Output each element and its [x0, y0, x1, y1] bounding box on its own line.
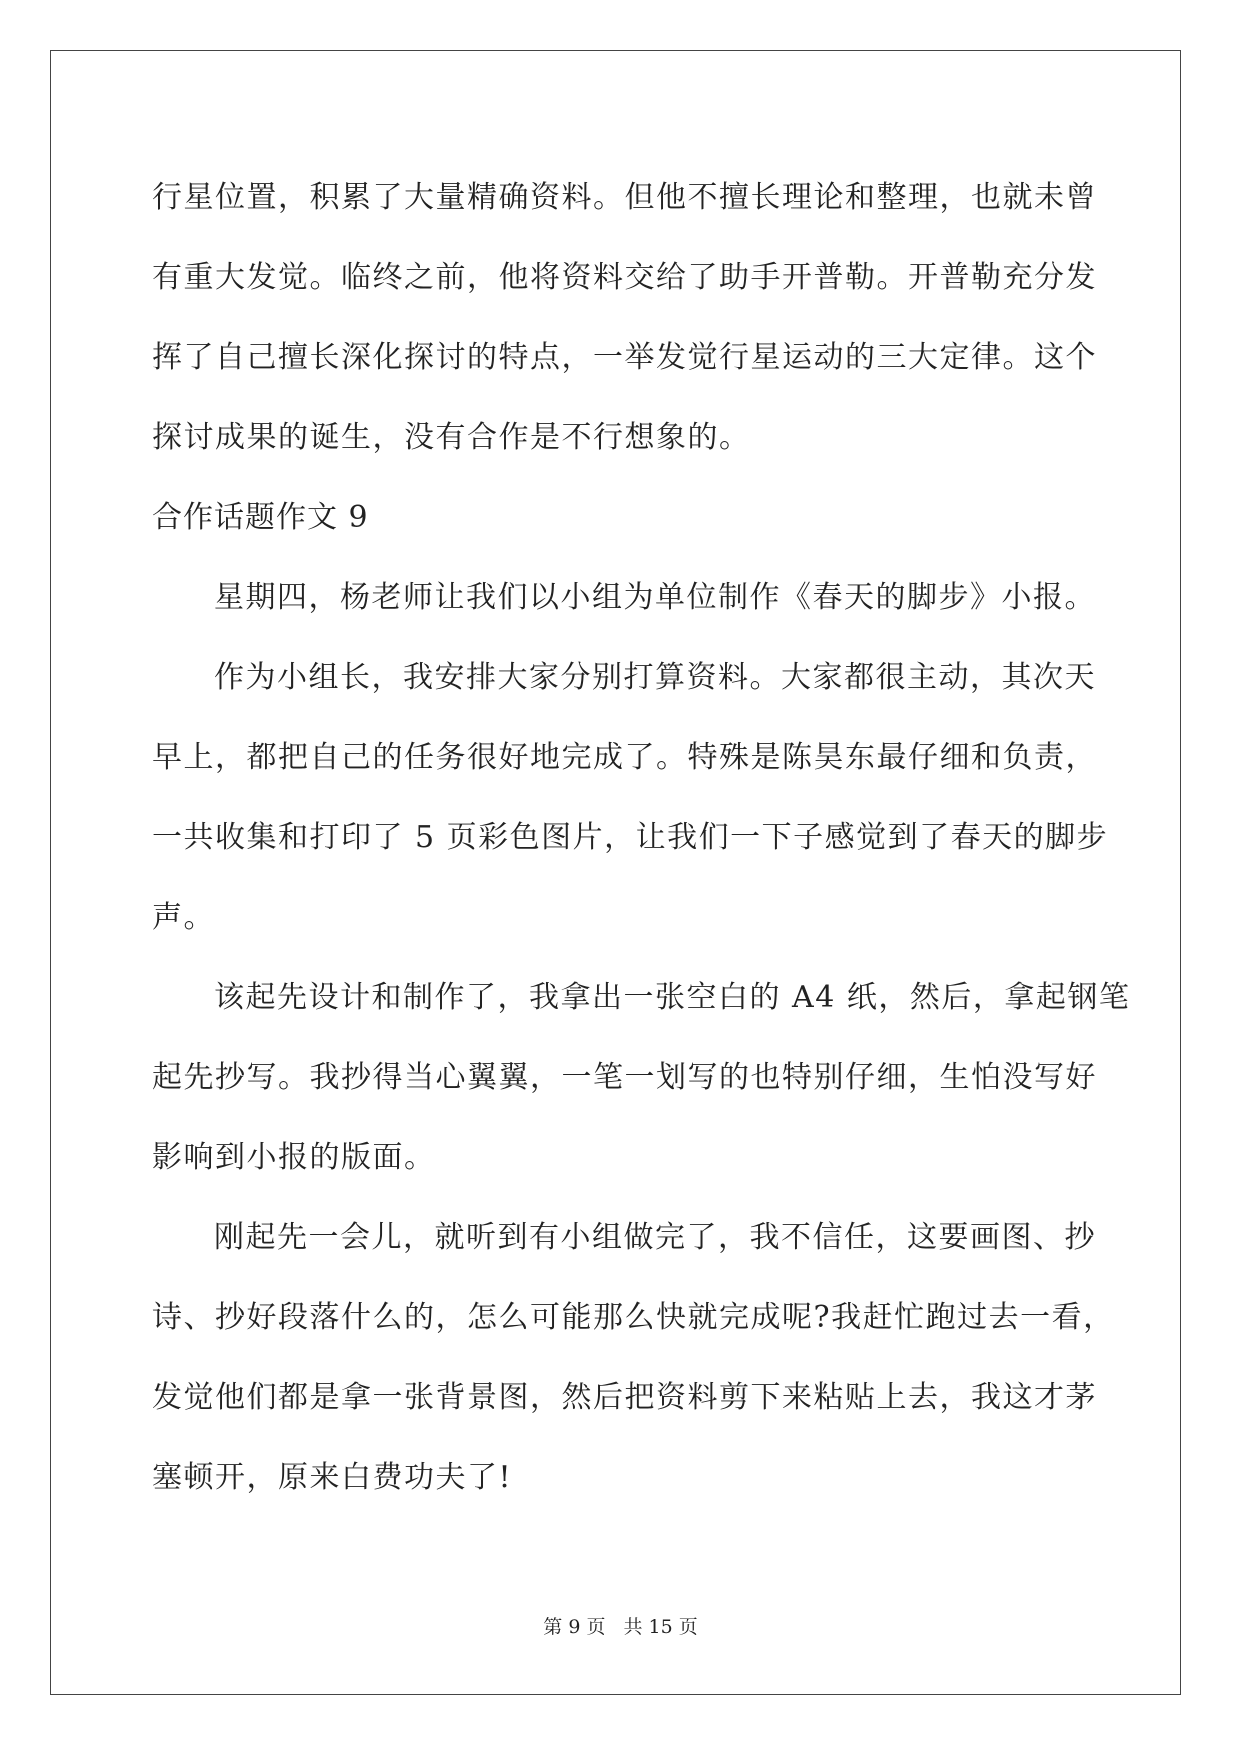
- paragraph-line: 该起先设计和制作了，我拿出一张空白的 A4 纸，然后，拿起钢笔: [214, 980, 1131, 1015]
- page-total: 共 15 页: [623, 1616, 698, 1638]
- paragraph-line: 塞顿开，原来白费功夫了!: [152, 1460, 513, 1495]
- paragraph-line: 发觉他们都是拿一张背景图，然后把资料剪下来粘贴上去，我这才茅: [152, 1380, 1097, 1415]
- section-heading: 合作话题作文 9: [152, 500, 369, 535]
- text-line: 挥了自己擅长深化探讨的特点，一举发觉行星运动的三大定律。这个: [152, 340, 1097, 375]
- paragraph-line: 刚起先一会儿，就听到有小组做完了，我不信任，这要画图、抄: [214, 1220, 1096, 1255]
- page-footer: [0, 1612, 1241, 1639]
- paragraph-line: 星期四，杨老师让我们以小组为单位制作《春天的脚步》小报。: [214, 580, 1096, 615]
- paragraph-line: 诗、抄好段落什么的，怎么可能那么快就完成呢?我赶忙跑过去一看，: [152, 1300, 1115, 1335]
- paragraph-line: 一共收集和打印了 5 页彩色图片，让我们一下子感觉到了春天的脚步: [152, 820, 1109, 855]
- text-line: 行星位置，积累了大量精确资料。但他不擅长理论和整理，也就未曾: [152, 180, 1097, 215]
- text-line: 探讨成果的诞生，没有合作是不行想象的。: [152, 420, 751, 455]
- paragraph-line: 作为小组长，我安排大家分别打算资料。大家都很主动，其次天: [214, 660, 1096, 695]
- paragraph-line: 早上，都把自己的任务很好地完成了。特殊是陈昊东最仔细和负责，: [152, 740, 1097, 775]
- text-line: 有重大发觉。临终之前，他将资料交给了助手开普勒。开普勒充分发: [152, 260, 1097, 295]
- paragraph-line: 影响到小报的版面。: [152, 1140, 436, 1175]
- page-number: 第 9 页: [543, 1616, 606, 1638]
- document-body: [152, 158, 1131, 1518]
- paragraph-line: 起先抄写。我抄得当心翼翼，一笔一划写的也特别仔细，生怕没写好: [152, 1060, 1097, 1095]
- paragraph-line: 声。: [152, 900, 215, 935]
